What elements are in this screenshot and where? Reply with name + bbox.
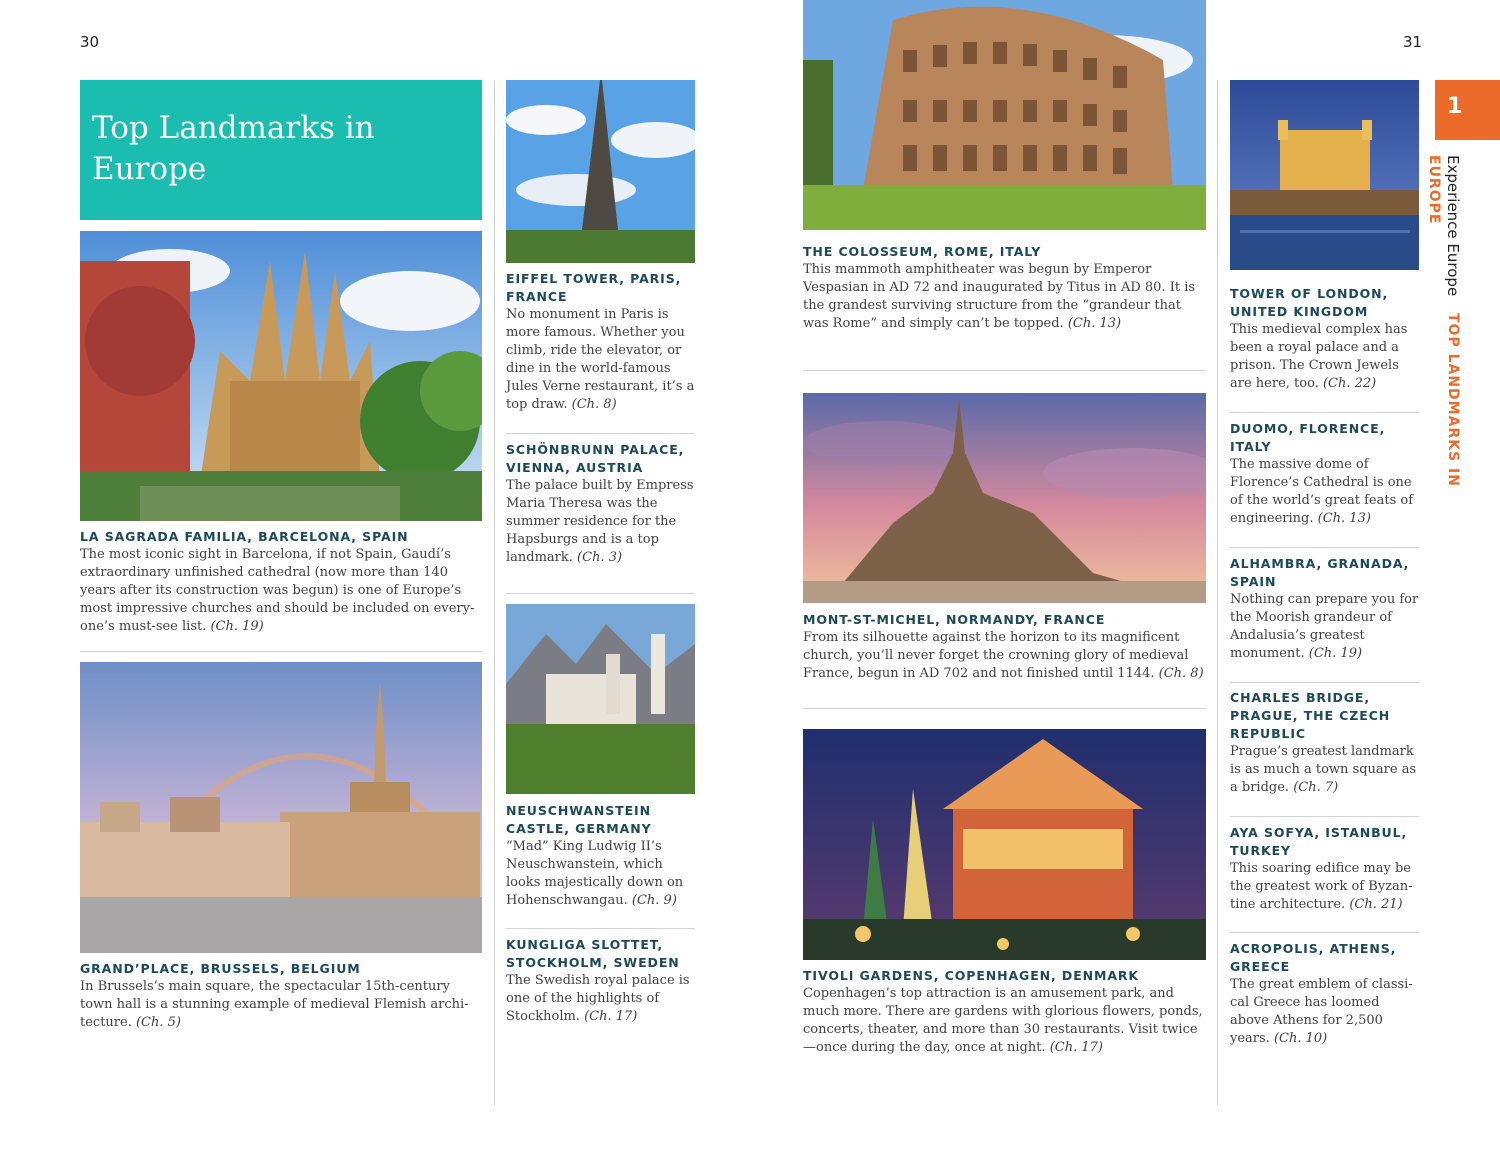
eiffel-tower-photo: [506, 80, 695, 263]
entry-title: DUOMO, FLORENCE, ITALY: [1230, 421, 1386, 454]
entry-title: TIVOLI GARDENS, COPENHAGEN, DENMARK: [803, 968, 1140, 983]
neuschwanstein-photo: [506, 604, 695, 794]
entry-body: Prague’s greatest landmark is as much a town square as a bridge. (Ch. 7): [1230, 744, 1417, 795]
chapter-ref: (Ch. 5): [135, 1015, 181, 1030]
chapter-ref: (Ch. 22): [1322, 376, 1377, 391]
entry-title: NEUSCHWANSTEIN CASTLE, GERMANY: [506, 803, 652, 836]
entry-eiffel-tower: [506, 270, 695, 414]
entry-title: LA SAGRADA FAMILIA, BARCELONA, SPAIN: [80, 529, 409, 544]
running-head: [1426, 155, 1463, 515]
entry-charles-bridge: [1230, 689, 1419, 797]
entry-divider: [1230, 682, 1419, 683]
entry-divider: [1230, 932, 1419, 933]
chapter-ref: (Ch. 7): [1293, 780, 1339, 795]
entry-mont-st-michel: [803, 611, 1206, 683]
entry-kungliga-slottet: [506, 936, 695, 1026]
entry-title: MONT-ST-MICHEL, NORMANDY, FRANCE: [803, 612, 1106, 627]
entry-title: KUNGLIGA SLOTTET, STOCKHOLM, SWEDEN: [506, 937, 680, 970]
entry-body: From its silhouette against the horizon to its magnificent church, you’ll never forget the crowning glory of medieval France, begun in AD 702 and not finished until 1144. (Ch. 8): [803, 630, 1204, 681]
page-title: Top Landmarks in Europe: [92, 110, 375, 187]
entry-body: The Swedish royal palace is one of the highlights of Stockholm. (Ch. 17): [506, 973, 690, 1024]
entry-body: This mammoth amphitheater was begun by Emperor Vespasian in AD 72 and inaugurated by Titus in AD 80. It is the grandest surviving structure from the “grandeur that was Rome” and simply can’t be topped. (Ch. 13): [803, 262, 1196, 331]
entry-title: ALHAMBRA, GRANADA, SPAIN: [1230, 556, 1410, 589]
entry-body: The massive dome of Florence’s Cathedral is one of the world’s great feats of engineering. (Ch. 13): [1230, 457, 1414, 526]
running-head-section: TOP LANDMARKS IN EUROPE: [1426, 155, 1461, 488]
column-divider: [494, 80, 495, 1105]
entry-duomo-florence: [1230, 420, 1419, 528]
chapter-ref: (Ch. 19): [1308, 646, 1363, 661]
entry-title: CHARLES BRIDGE, PRAGUE, THE CZECH REPUBLIC: [1230, 690, 1391, 741]
entry-body: “Mad” King Ludwig II’s Neuschwanstein, which looks majestically down on Hohenschwangau. (Ch. 9): [506, 839, 684, 908]
chapter-ref: (Ch. 8): [571, 397, 617, 412]
left-page-number: 30: [80, 33, 100, 51]
entry-body: Nothing can prepare you for the Moorish grandeur of Andalusia’s greatest monument. (Ch. 19): [1230, 592, 1419, 661]
chapter-ref: (Ch. 13): [1067, 316, 1122, 331]
entry-divider: [1230, 547, 1419, 548]
entry-body: No monument in Paris is more famous. Whether you climb, ride the elevator, or dine in the world-famous Jules Verne restaurant, it’s a top draw. (Ch. 8): [506, 307, 695, 412]
entry-title: THE COLOSSEUM, ROME, ITALY: [803, 244, 1042, 259]
tivoli-gardens-photo: [803, 729, 1206, 960]
entry-divider: [803, 370, 1206, 371]
entry-grand-place: [80, 960, 482, 1032]
entry-title: GRAND’PLACE, BRUSSELS, BELGIUM: [80, 961, 361, 976]
entry-body: The most iconic sight in Barcelona, if not Spain, Gaudí’s extraordinary unfinished cathedral (now more than 140 years after its construction was begun) is one of Europe’s most impressive churches and should be included on every-one’s must-see list. (Ch. 19): [80, 547, 475, 634]
grand-place-photo: [80, 662, 482, 953]
entry-divider: [1230, 816, 1419, 817]
chapter-ref: (Ch. 19): [210, 619, 264, 634]
chapter-number: 1: [1447, 94, 1463, 119]
chapter-ref: (Ch. 8): [1158, 666, 1204, 681]
entry-body: In Brussels’s main square, the spectacular 15th-century town hall is a stunning example of medieval Flemish archi-tecture. (Ch. 5): [80, 979, 469, 1030]
chapter-ref: (Ch. 10): [1273, 1031, 1328, 1046]
entry-divider: [803, 708, 1206, 709]
entry-tivoli-gardens: [803, 967, 1206, 1057]
chapter-ref: (Ch. 9): [631, 893, 677, 908]
sagrada-familia-photo: [80, 231, 482, 521]
entry-divider: [506, 433, 695, 434]
tower-of-london-photo: [1230, 80, 1419, 270]
entry-alhambra: [1230, 555, 1419, 663]
entry-body: Copenhagen’s top attraction is an amusement park, and much more. There are gardens with glorious flowers, ponds, concerts, theater, and more than 30 restaurants. Visit twice—once during the day, once at night. (Ch. 17): [803, 986, 1203, 1055]
chapter-ref: (Ch. 17): [584, 1009, 638, 1024]
entry-title: TOWER OF LONDON, UNITED KINGDOM: [1230, 286, 1389, 319]
entry-divider: [1230, 412, 1419, 413]
chapter-ref: (Ch. 3): [577, 550, 623, 565]
entry-body: This medieval complex has been a royal palace and a prison. The Crown Jewels are here, too. (Ch. 22): [1230, 322, 1408, 391]
entry-title: SCHÖNBRUNN PALACE, VIENNA, AUSTRIA: [506, 442, 685, 475]
entry-divider: [80, 651, 482, 652]
colosseum-photo: [803, 0, 1206, 230]
entry-divider: [506, 593, 695, 594]
entry-title: EIFFEL TOWER, PARIS, FRANCE: [506, 271, 682, 304]
chapter-ref: (Ch. 17): [1049, 1040, 1103, 1055]
column-divider: [1217, 80, 1218, 1105]
entry-tower-of-london: [1230, 285, 1419, 393]
chapter-ref: (Ch. 13): [1317, 511, 1371, 526]
right-page-number: 31: [1403, 33, 1423, 51]
mont-st-michel-photo: [803, 393, 1206, 603]
entry-body: This soaring edifice may be the greatest work of Byzan-tine architecture. (Ch. 21): [1230, 861, 1413, 912]
entry-body: The palace built by Empress Maria Theresa was the summer residence for the Hapsburgs and is a top landmark. (Ch. 3): [506, 478, 694, 565]
entry-schonbrunn-palace: [506, 441, 695, 567]
entry-title: AYA SOFYA, ISTANBUL, TURKEY: [1230, 825, 1408, 858]
entry-body: The great emblem of classi-cal Greece has loomed above Athens for 2,500 years. (Ch. 10): [1230, 977, 1413, 1046]
chapter-ref: (Ch. 21): [1349, 897, 1403, 912]
entry-sagrada-familia: [80, 528, 482, 636]
entry-title: ACROPOLIS, ATHENS, GREECE: [1230, 941, 1397, 974]
entry-aya-sofya: [1230, 824, 1419, 914]
section-banner: [80, 80, 482, 220]
running-head-book: Experience Europe: [1444, 155, 1462, 297]
entry-neuschwanstein: [506, 802, 695, 910]
entry-divider: [506, 928, 695, 929]
entry-colosseum: [803, 243, 1206, 333]
entry-acropolis: [1230, 940, 1419, 1048]
chapter-tab: [1435, 80, 1500, 140]
